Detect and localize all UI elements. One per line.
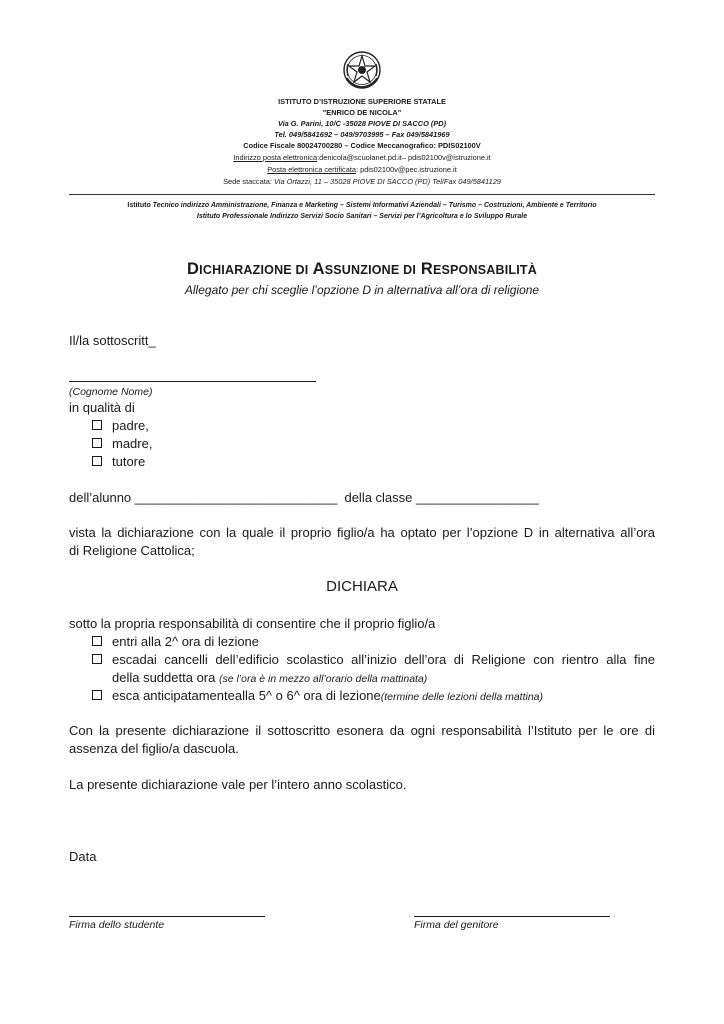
email-value[interactable]: :denicola@scuolanet.pd.it– pdis02100v@istruzione.it <box>317 153 491 162</box>
header-divider <box>69 194 655 195</box>
institute-subname: "ENRICO DE NICOLA" <box>322 108 402 117</box>
exit-option-leave-early[interactable]: esca anticipatamentealla 5^ o 6^ ora di lezione(termine delle lezioni della mattina) <box>92 688 543 705</box>
tech-institute-line <box>0 201 724 211</box>
checkbox[interactable] <box>92 690 102 700</box>
exit-option-enter-second-hour[interactable]: entri alla 2^ ora di lezione <box>92 634 259 650</box>
waiver-line-2: assenza del figlio/a dascuola. <box>69 741 239 756</box>
role-option-guardian[interactable]: tutore <box>92 454 145 470</box>
option2-note: (se l’ora è in mezzo all’orario della mattinata) <box>218 673 428 685</box>
declares-heading: DICHIARA <box>326 578 398 595</box>
validity-statement: La presente dichiarazione vale per l’intero anno scolastico. <box>69 777 407 792</box>
premise-line-2: di Religione Cattolica; <box>69 543 195 558</box>
student-signature-caption: Firma dello studente <box>69 919 165 931</box>
class-field[interactable]: _________________ <box>416 490 539 505</box>
class-label: della classe <box>344 490 417 505</box>
email-label: Indirizzo posta elettronica <box>233 153 318 162</box>
institute-address: Via G. Parini, 10/C -35028 PIOVE DI SACCO (PD) <box>277 119 447 128</box>
checkbox[interactable] <box>92 636 102 646</box>
tech-value: Tecnico indirizzo Amministrazione, Finanza e Marketing – Sistemi Informativi Aziendali – Turismo – Costruzioni, Ambiente e Territorio <box>152 202 597 209</box>
name-input-line[interactable] <box>69 381 316 382</box>
student-class-line <box>69 490 539 506</box>
role-option-father[interactable]: padre, <box>92 418 149 434</box>
checkbox[interactable] <box>92 456 102 466</box>
tech-prefix: Istituto <box>127 202 153 209</box>
undersigned-label: Il/la sottoscritt_ <box>69 333 156 348</box>
institute-pec <box>0 165 724 175</box>
republic-emblem-icon <box>342 50 382 90</box>
premise-line-1: vista la dichiarazione con la quale il proprio figlio/a ha optato per l’opzione D in alternativa all’ora <box>69 525 655 540</box>
prof-institute-line: Istituto Professionale Indirizzo Servizi Socio Sanitari – Servizi per l’Agricoltura e lo Sviluppo Rurale <box>196 213 528 220</box>
name-caption: (Cognome Nome) <box>69 386 153 398</box>
role-option-mother[interactable]: madre, <box>92 436 152 452</box>
branch-label: Sede staccata: <box>223 177 275 186</box>
pec-value[interactable]: : pdis02100v@pec.istruzione.it <box>355 165 457 174</box>
exit-option-leave-during-religion[interactable]: escadai cancelli dell’edificio scolastico all’inizio dell’ora di Religione con rientro alla fine <box>92 652 655 668</box>
student-name-field[interactable]: ____________________________ <box>134 490 338 505</box>
waiver-line-1: Con la presente dichiarazione il sottoscritto esonera da ogni responsabilità l’Istituto per le ore di <box>69 723 655 738</box>
institute-codes: Codice Fiscale 80024700280 – Codice Meccanografico: PDIS02100V <box>243 141 481 150</box>
date-label: Data <box>69 849 97 864</box>
option3-note: (termine delle lezioni della mattina) <box>380 691 544 703</box>
consent-intro: sotto la propria responsabilità di consentire che il proprio figlio/a <box>69 616 436 631</box>
institute-email <box>0 153 724 163</box>
student-signature-line[interactable] <box>69 916 265 917</box>
branch-office <box>0 177 724 187</box>
institute-phones: Tel. 049/5841692 – 049/9703995 – Fax 049/5841969 <box>274 130 450 139</box>
student-label: dell’alunno <box>69 490 135 505</box>
parent-signature-line[interactable] <box>414 916 610 917</box>
checkbox[interactable] <box>92 654 102 664</box>
checkbox[interactable] <box>92 438 102 448</box>
document-title: DICHIARAZIONE DI ASSUNZIONE DI RESPONSABILITÀ <box>187 260 537 278</box>
branch-value: Via Ortazzi, 11 – 35028 PIOVE DI SACCO (PD) Tel/Fax 049/5841129 <box>274 177 501 186</box>
institute-name: ISTITUTO D’ISTRUZIONE SUPERIORE STATALE <box>278 97 446 106</box>
exit-option-leave-during-religion-cont: della suddetta ora (se l’ora è in mezzo all’orario della mattinata) <box>112 670 428 685</box>
checkbox[interactable] <box>92 420 102 430</box>
pec-label: Posta elettronica certificata <box>267 165 356 174</box>
document-subtitle: Allegato per chi sceglie l’opzione D in alternativa all’ora di religione <box>184 283 540 297</box>
parent-signature-caption: Firma del genitore <box>414 919 499 931</box>
capacity-label: in qualità di <box>69 400 135 415</box>
